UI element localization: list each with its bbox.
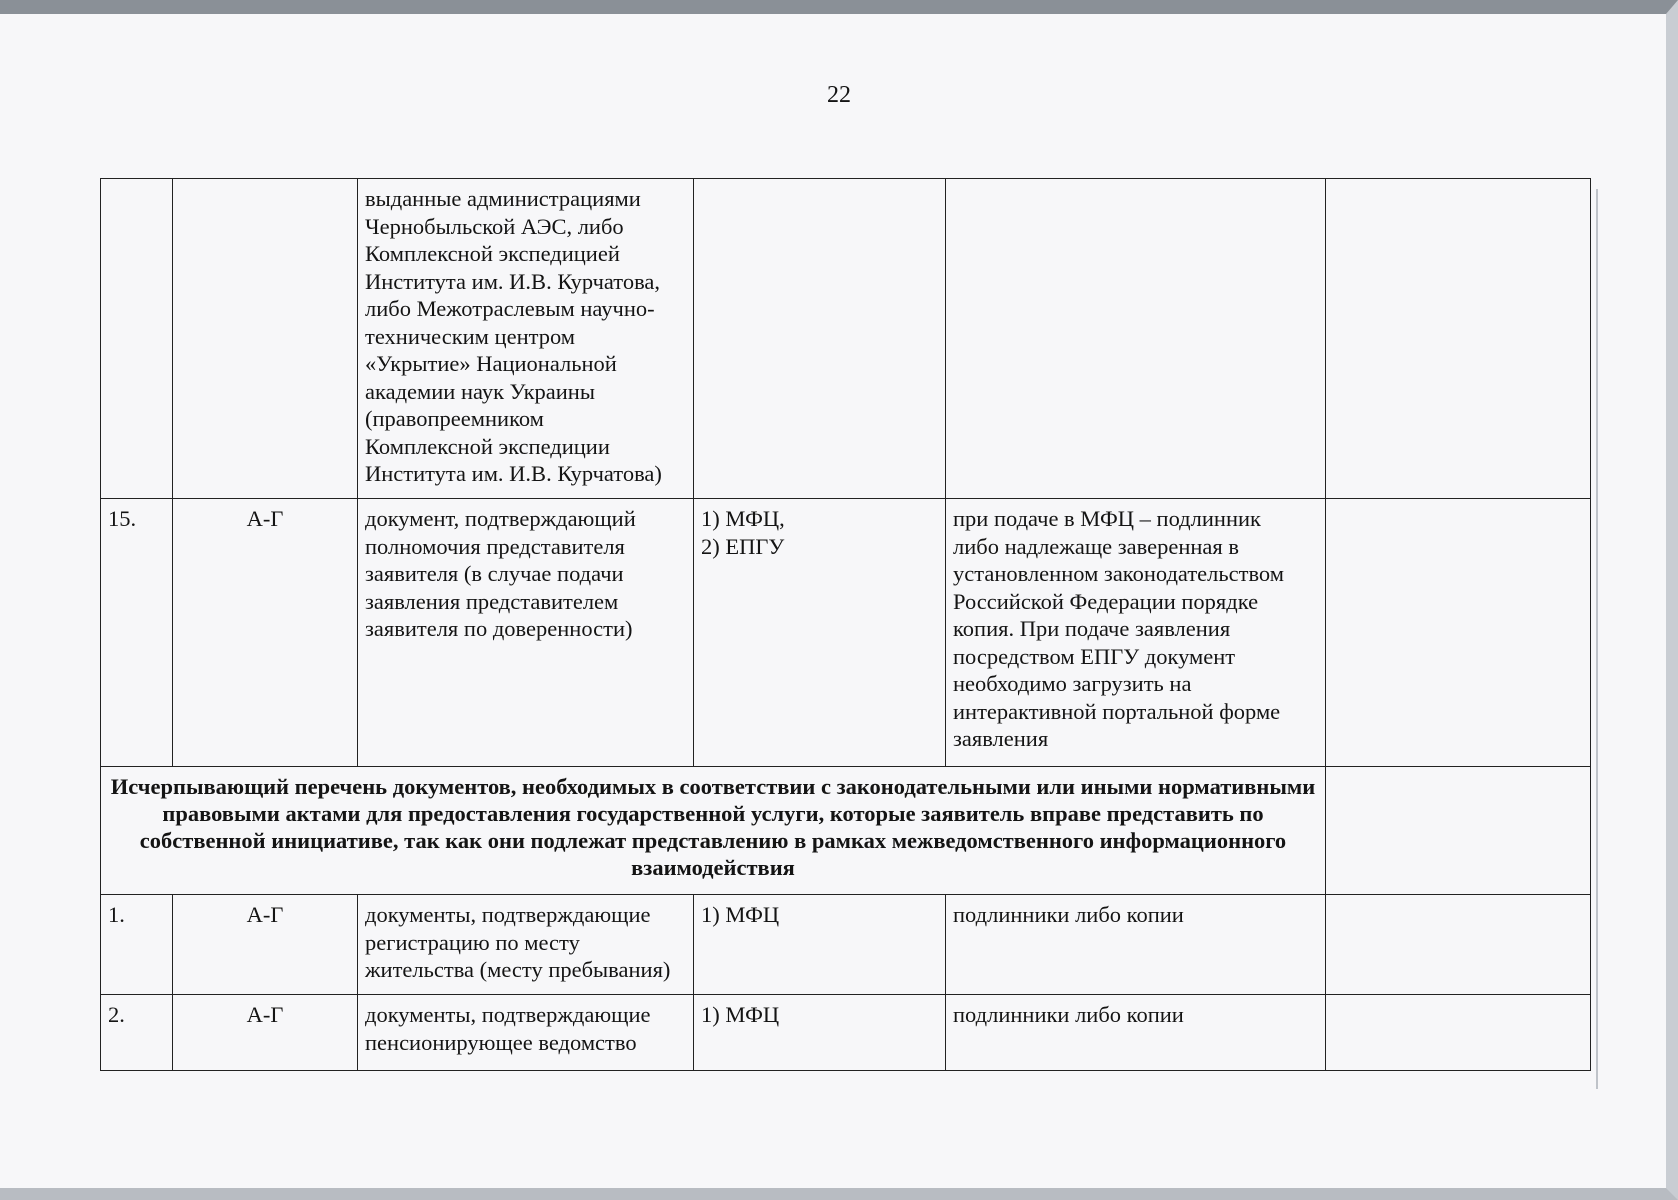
document-requirement xyxy=(946,995,1326,1071)
scan-edge-line xyxy=(1596,189,1598,1089)
document-name xyxy=(358,499,694,767)
empty-cell xyxy=(1326,499,1591,767)
submission-channel xyxy=(694,995,946,1071)
row-number: 15. xyxy=(101,499,173,767)
row-number: 2. xyxy=(101,995,173,1071)
applicant-category: А-Г xyxy=(173,499,358,767)
document-requirement xyxy=(946,895,1326,995)
document-name xyxy=(358,895,694,995)
document-requirement-text: подлинники либо копии xyxy=(953,902,1184,927)
empty-cell xyxy=(1326,179,1591,499)
document-requirement-text: подлинники либо копии xyxy=(953,1002,1184,1027)
applicant-category: А-Г xyxy=(173,995,358,1071)
document-name-text: документ, подтверждающий полномочия представителя заявителя (в случае подачи заявления представителем заявителя по доверенности) xyxy=(365,506,636,641)
page-number: 22 xyxy=(827,82,851,108)
empty-cell xyxy=(1326,895,1591,995)
empty-cell xyxy=(1326,995,1591,1071)
submission-channel xyxy=(694,499,946,767)
table-row xyxy=(101,499,1591,767)
document-name-text: выданные администрациями Чернобыльской АЭС, либо Комплексной экспедицией Института им. И.В. Курчатова, либо Межотраслевым научно- техническим центром «Укрытие» Национальной академии наук Украины (правопреемником Комплексной экспедиции Института им. И.В. Курчатова) xyxy=(365,186,662,486)
submission-channel-text: 1) МФЦ xyxy=(701,1002,780,1027)
submission-channel xyxy=(694,179,946,499)
document-name xyxy=(358,995,694,1071)
submission-channel-text: 1) МФЦ, 2) ЕПГУ xyxy=(701,506,785,559)
section-heading-row xyxy=(101,767,1591,895)
table-row xyxy=(101,895,1591,995)
row-number xyxy=(101,179,173,499)
document-name-text: документы, подтверждающие регистрацию по месту жительства (месту пребывания) xyxy=(365,902,671,982)
applicant-category: А-Г xyxy=(173,895,358,995)
document-name-text: документы, подтверждающие пенсионирующее ведомство xyxy=(365,1002,651,1055)
applicant-category xyxy=(173,179,358,499)
submission-channel xyxy=(694,895,946,995)
section-heading: Исчерпывающий перечень документов, необходимых в соответствии с законодательными или иными нормативными правовыми актами для предоставления государственной услуги, которые заявитель вправе представить по собственной инициативе, так как они подлежат представлению в рамках межведомственного информационного взаимодействия xyxy=(101,767,1326,895)
document-requirement xyxy=(946,499,1326,767)
row-number: 1. xyxy=(101,895,173,995)
table-row xyxy=(101,995,1591,1071)
document-name xyxy=(358,179,694,499)
empty-cell xyxy=(1326,767,1591,895)
documents-table xyxy=(100,178,1591,1071)
document-requirement xyxy=(946,179,1326,499)
document-requirement-text: при подаче в МФЦ – подлинник либо надлежаще заверенная в установленном законодательством Российской Федерации порядке копия. При подаче заявления посредством ЕПГУ документ необходимо загрузить на интерактивной портальной форме заявления xyxy=(953,506,1284,751)
table-row xyxy=(101,179,1591,499)
submission-channel-text: 1) МФЦ xyxy=(701,902,780,927)
